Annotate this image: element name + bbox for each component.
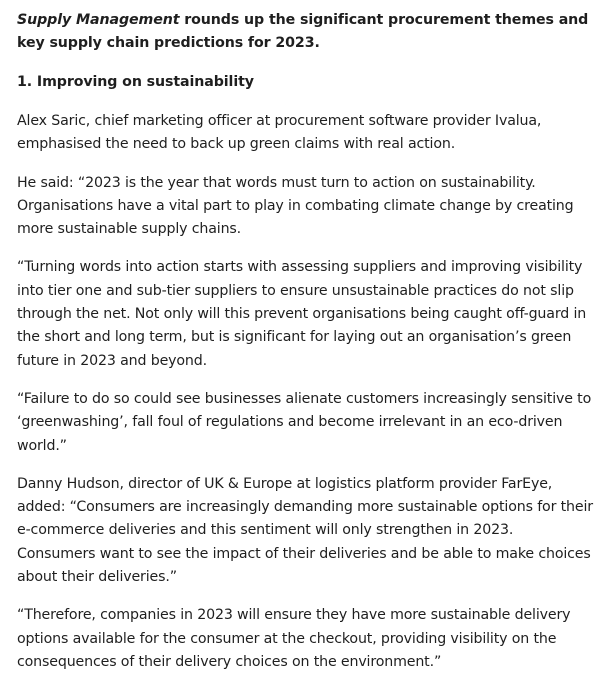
paragraph-danny-hudson-quote-1: Danny Hudson, director of UK & Europe at logistics platform provider FarEye, added: “Consumers are increasingly demanding more sustainable options for their e-commerce deliveries and this sentiment will only strengthen in 2023. Consumers want to see the impact of their deliveries and be able to make choices about their deliveries.” xyxy=(17,475,593,586)
article-intro xyxy=(17,9,595,55)
paragraph-alex-saric-quote-3: “Failure to do so could see businesses alienate customers increasingly sensitive to ‘greenwashing’, fall foul of regulations and become irrelevant in an eco-driven world.” xyxy=(17,390,592,454)
paragraph-danny-hudson-quote-2: “Therefore, companies in 2023 will ensure they have more sustainable delivery options available for the consumer at the checkout, providing visibility on the consequences of their delivery choices on the environment.” xyxy=(17,607,571,670)
paragraph-alex-saric-quote-1: He said: “2023 is the year that words must turn to action on sustainability. Organisations have a vital part to play in combating climate change by creating more sustainable supply chains. xyxy=(17,174,574,238)
publication-name[interactable]: Supply Management xyxy=(17,12,180,28)
paragraph-alex-saric-quote-2: “Turning words into action starts with assessing suppliers and improving visibility into tier one and sub-tier suppliers to ensure unsustainable practices do not slip through the net. Not only will this prevent organisations being caught off-guard in the short and long term, but is significant for laying out an organisation’s green future in 2023 and beyond. xyxy=(17,259,587,369)
paragraph-alex-saric-intro: Alex Saric, chief marketing officer at procurement software provider Ivalua, emphasised the need to back up green claims with real action. xyxy=(17,113,542,153)
intro-text: rounds up the significant procurement themes and key supply chain predictions for 2023. xyxy=(17,12,589,51)
section-heading: 1. Improving on sustainability xyxy=(17,74,254,90)
